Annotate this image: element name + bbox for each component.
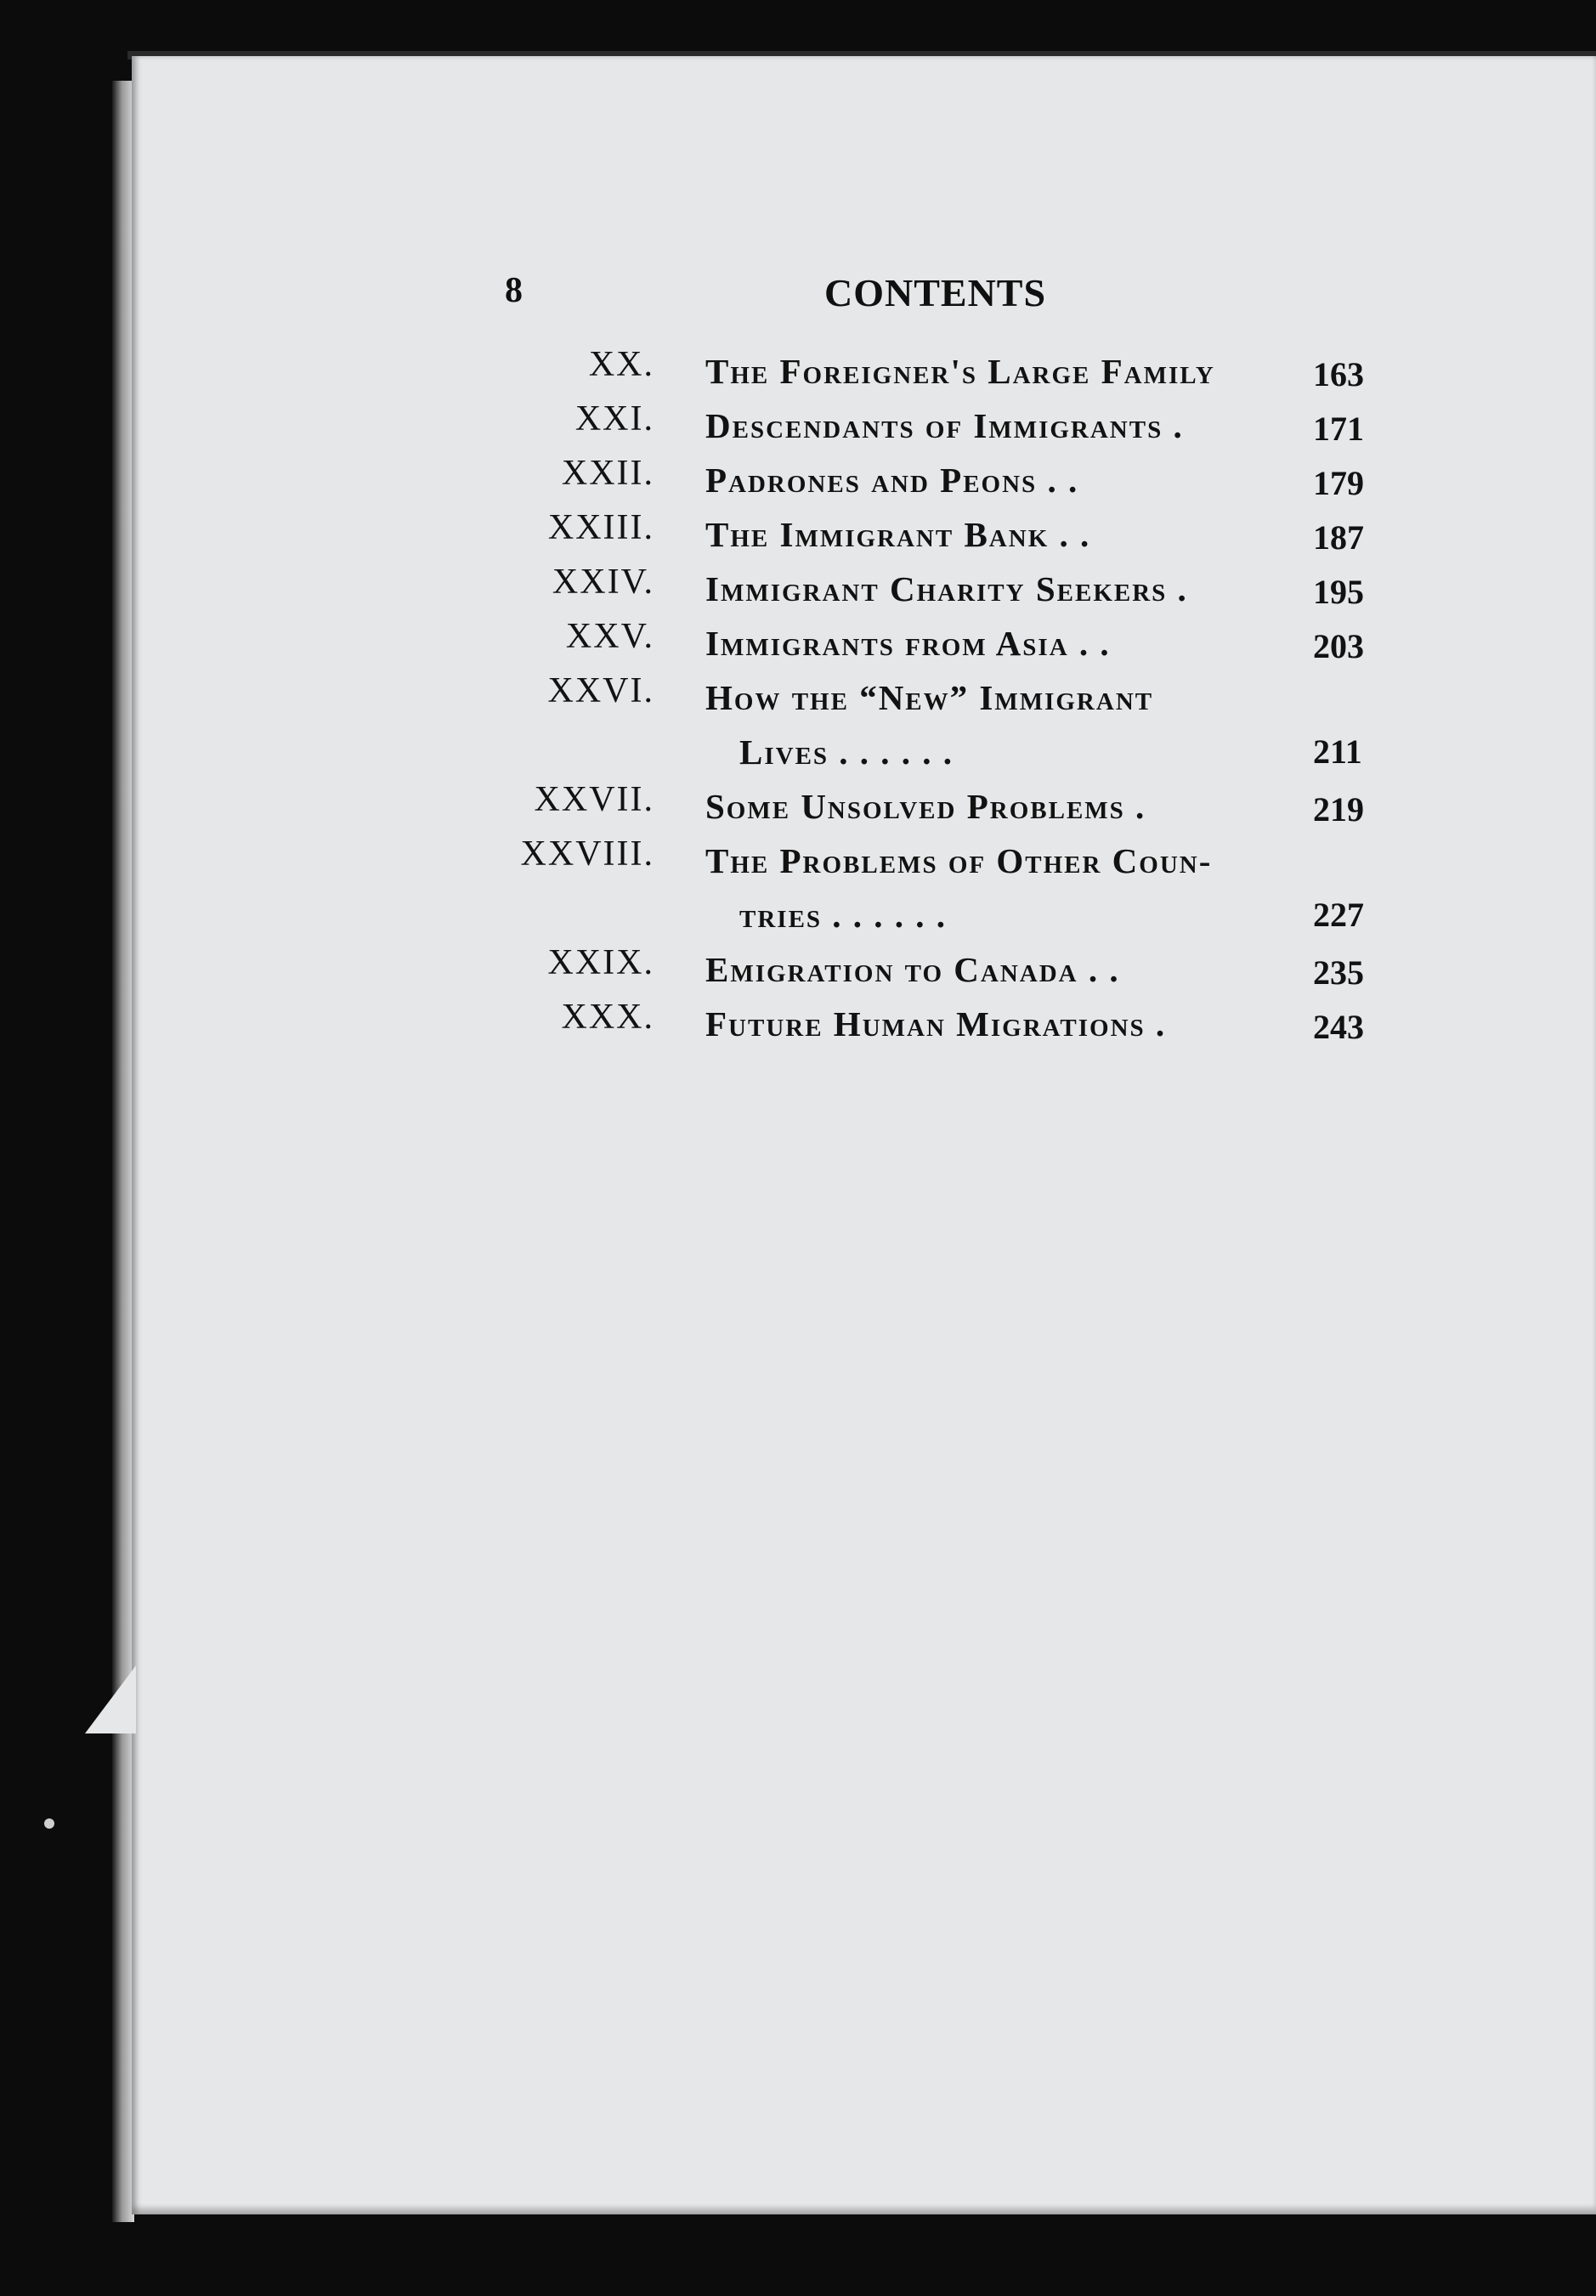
chapter-page-number: 219 <box>1313 790 1364 828</box>
dust-speck <box>44 1818 54 1829</box>
chapter-title-line: Descendants of Immigrants . <box>705 406 1184 445</box>
chapter-title-line: The Immigrant Bank . . <box>705 515 1091 554</box>
chapter-numeral: XXII. <box>561 454 654 493</box>
page-header <box>501 270 1394 321</box>
toc-entry <box>476 562 1394 616</box>
chapter-numeral: XXIV. <box>552 563 654 602</box>
chapter-title-continuation: Lives . . . . . . <box>739 732 954 772</box>
toc-entry <box>476 670 1394 779</box>
chapter-page-number: 203 <box>1313 627 1364 665</box>
toc-entry <box>476 616 1394 670</box>
chapter-page-number: 187 <box>1313 518 1364 557</box>
toc-entry <box>476 997 1394 1051</box>
chapter-title-line: The Problems of Other Coun- <box>705 841 1213 880</box>
running-head: CONTENTS <box>824 271 1047 314</box>
chapter-title-line: Padrones and Peons . . <box>705 461 1079 500</box>
toc-entry <box>476 399 1394 453</box>
toc-entry <box>476 942 1394 997</box>
toc-entry <box>476 779 1394 834</box>
chapter-title-line: Immigrants from Asia . . <box>705 624 1111 663</box>
chapter-title <box>705 942 1283 997</box>
chapter-numeral: XXVIII. <box>520 834 654 874</box>
chapter-page-number: 227 <box>1313 896 1364 934</box>
page-corner-fold <box>85 1665 136 1733</box>
chapter-title <box>705 670 1283 779</box>
chapter-title-line: Some Unsolved Problems . <box>705 787 1146 826</box>
chapter-page-number: 179 <box>1313 464 1364 502</box>
chapter-page-number: 171 <box>1313 410 1364 448</box>
chapter-numeral: XX. <box>588 345 654 384</box>
chapter-title <box>705 562 1283 616</box>
chapter-numeral: XXV. <box>565 617 654 656</box>
chapter-title <box>705 453 1283 507</box>
chapter-title <box>705 616 1283 670</box>
chapter-title-line: Immigrant Charity Seekers . <box>705 569 1188 608</box>
chapter-title-line: How the “New” Immigrant <box>705 678 1154 717</box>
toc-entry <box>476 344 1394 399</box>
chapter-title <box>705 997 1283 1051</box>
chapter-page-number: 235 <box>1313 953 1364 992</box>
chapter-page-number: 211 <box>1313 732 1362 771</box>
chapter-title <box>705 399 1283 453</box>
chapter-page-number: 195 <box>1313 573 1364 611</box>
toc-entry <box>476 834 1394 942</box>
page-number: 8 <box>505 271 523 310</box>
chapter-numeral: XXVI. <box>547 671 654 710</box>
chapter-page-number: 163 <box>1313 355 1364 393</box>
chapter-title <box>705 834 1283 942</box>
chapter-numeral: XXIX. <box>547 943 654 982</box>
toc-entry <box>476 507 1394 562</box>
chapter-title <box>705 344 1283 399</box>
chapter-title-line: The Foreigner's Large Family <box>705 352 1215 391</box>
chapter-title <box>705 507 1283 562</box>
chapter-numeral: XXVII. <box>534 780 654 819</box>
chapter-numeral: XXX. <box>561 998 654 1037</box>
chapter-title-continuation: tries . . . . . . <box>739 896 948 935</box>
table-of-contents <box>476 344 1394 1051</box>
chapter-page-number: 243 <box>1313 1008 1364 1046</box>
chapter-title-line: Emigration to Canada . . <box>705 950 1120 989</box>
chapter-title <box>705 779 1283 834</box>
chapter-numeral: XXIII. <box>547 508 654 547</box>
chapter-title-line: Future Human Migrations . <box>705 1004 1167 1043</box>
chapter-numeral: XXI. <box>574 399 654 438</box>
toc-entry <box>476 453 1394 507</box>
